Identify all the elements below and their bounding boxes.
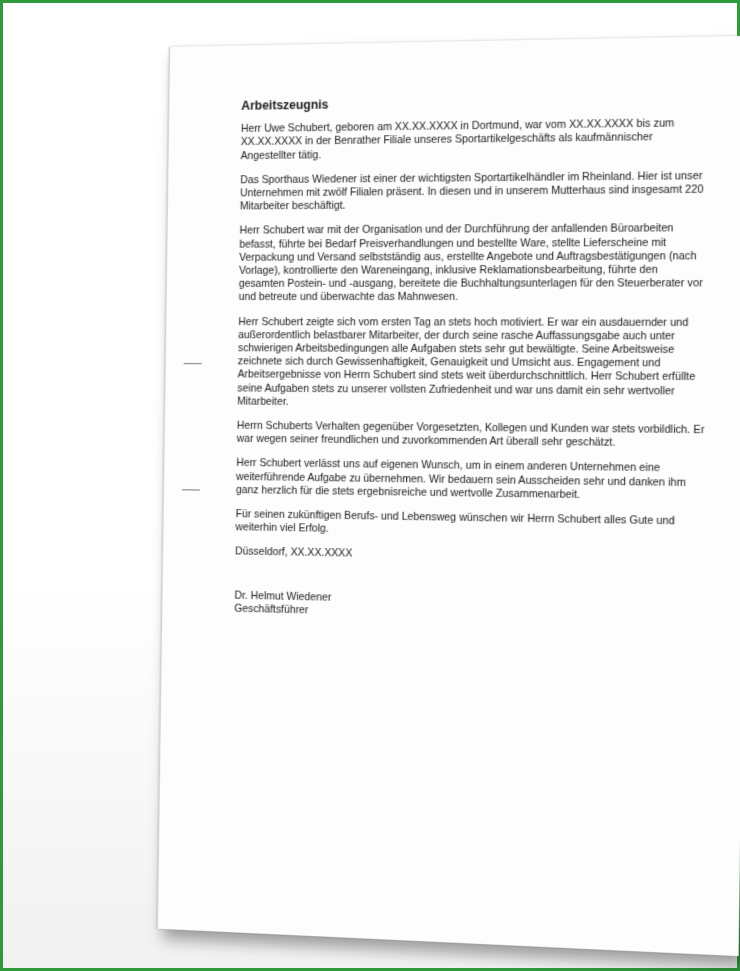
place-date: Düsseldorf, XX.XX.XXXX — [235, 546, 353, 561]
punch-mark — [182, 489, 200, 490]
fold-mark — [184, 363, 202, 364]
signer-role: Geschäftsführer — [234, 603, 309, 617]
paragraph-duties: Herr Schubert war mit der Organisation und der Durchführung der anfallenden Büroarbeiten befasst, führte bei Bedarf Preisverhandlungen und bestellte Ware, stellte Lieferscheine mit Verpackung und Versand selbstständig aus, erstellte Angebote und Auftragsbestätigungen (nach Vorlage), kontrollierte den Wareneingang, inklusive Reklamationsbearbeitung, führte den gesamten Postein- und -ausgang, bereitete die Buchhaltungsunterlagen für den Steuerberater vor und betreute und überwachte das Mahnwesen. — [238, 223, 703, 304]
paragraph-departure: Herr Schubert verlässt uns auf eigenen Wunsch, um in einem anderen Unternehmen eine weiterführende Aufgabe zu übernehmen. Wir bedauern sein Ausscheiden sehr und danken ihm ganz herzlich für die stets ergebnisreiche und wertvolle Zusammenarbeit. — [235, 458, 686, 501]
document-page — [157, 36, 740, 956]
signer-name: Dr. Helmut Wiedener — [234, 590, 332, 604]
signature-block — [234, 589, 702, 627]
paragraph-company: Das Sporthaus Wiedener ist einer der wichtigsten Sportartikelhändler im Rheinland. Hier ist unser Unternehmen mit zwölf Filialen präsent. In diesen und in unserem Mutterhaus sind insgesamt 220 Mitarbeiter beschäftigt. — [239, 170, 704, 213]
document-body — [234, 93, 710, 627]
paragraph-wishes: Für seinen zukünftigen Berufs- und Lebensweg wünschen wir Herrn Schubert alles Gute und weiterhin viel Erfolg. — [235, 509, 675, 536]
paragraph-performance: Herr Schubert zeigte sich vom ersten Tag an stets hoch motiviert. Er war ein ausdauernder und außerordentlich belastbarer Mitarbeiter, der durch seine rasche Auffassungsgabe auch unter schwierigen Arbeitsbedingungen alle Aufgaben stets sehr gut bewältigte. Seine Arbeitsweise zeichnete sich durch Gewissenhaftigkeit, Genauigkeit und Umsicht aus. Engagement und Arbeitsergebnisse von Herrn Schubert sind stets weit überdurchschnittlich. Herr Schubert erfüllte seine Aufgaben stets zu unserer vollsten Zufriedenheit und war uns damit ein sehr wertvoller Mitarbeiter. — [237, 316, 696, 408]
paragraph-intro: Herr Uwe Schubert, geboren am XX.XX.XXXX in Dortmund, war vom XX.XX.XXXX bis zum XX.XX.XXXX in der Benrather Filiale unseres Sportartikelgeschäfts als kaufmännischer Angestellter tätig. — [240, 118, 675, 162]
paragraph-conduct: Herrn Schuberts Verhalten gegenüber Vorgesetzten, Kollegen und Kunden war stets vorbildlich. Er war wegen seiner freundlichen und zuvorkommenden Art überall sehr geschätzt. — [236, 420, 705, 450]
document-title: Arbeitszeugnis — [241, 97, 329, 113]
